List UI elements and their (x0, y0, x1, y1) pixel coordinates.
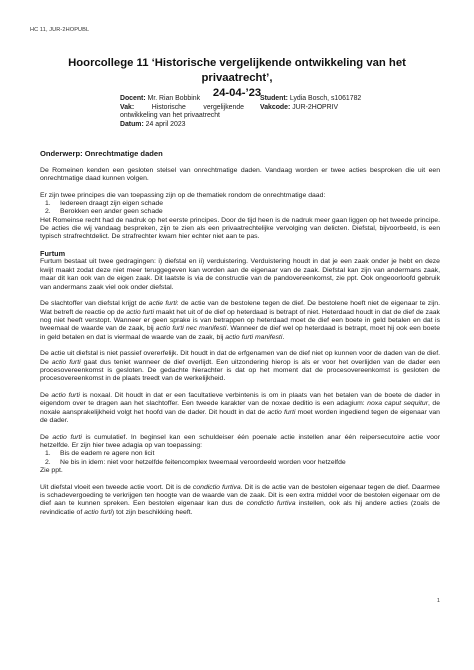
paragraph-condictio: Uit diefstal vloeit een tweede actie voort. Dit is de condictio furtiva. Dit is de actie van de bestolen eigenaar tegen de dief. Daarmee is schadevergoeding te verkrijgen ten hoogte van de waarde van de zaak. Dit is een extra middel voor de bestolen eigenaar om de dief aan te kunnen spreken. Een bestolen eigenaar kan dus de condictio furtiva instellen, ook als hij andere acties (zoals de revindicatie of actio furti) tot zijn beschikking heeft. (40, 483, 440, 516)
list-text: Ne bis in idem: niet voor hetzelfde feitencomplex tweemaal veroordeeld worden voor hetzelfde (60, 458, 346, 466)
list-item (40, 459, 440, 467)
paragraph-intro: De Romeinen kenden een gesloten stelsel van onrechtmatige daden. Vandaag worden er twee acties besproken die uit een onrechtmatige daad kunnen volgen. (40, 166, 440, 183)
section-heading-furtum: Furtum (40, 249, 66, 259)
paragraph-roman-law: Het Romeinse recht had de nadruk op het eerste principes. Door de tijd heen is de nadruk meer gaan liggen op het tweede principe. De acties die wij vandaag bespreken, zijn te zien als een privaatrechtelijke vervolging van delicten. Diefstal, bijvoorbeeld, is een typisch strafrechtdelict. De strafrechter kwam hier echter niet aan te pas. (40, 216, 440, 241)
meta-vak (120, 104, 244, 121)
docent-label: Docent: (120, 95, 146, 102)
meta-student (260, 95, 390, 104)
vakcode-label: Vakcode: (260, 103, 291, 111)
datum-label: Datum: (120, 120, 144, 128)
vak-value: Historische vergelijkende ontwikkeling van het privaatrecht (120, 103, 244, 120)
paragraph-cumulatief: De actio furti is cumulatief. In beginsel kan een schuldeiser één poenale actie instellen anar één reipersecutoire actie voor hetzelfde. Er zijn hier twee adagia op van toepassing: (40, 433, 440, 450)
list-number: 1. (45, 450, 51, 458)
list-item (40, 450, 440, 458)
meta-right-column (260, 95, 390, 112)
principles-list (40, 200, 440, 217)
paragraph-zie-ppt: Zie ppt. (40, 467, 63, 475)
paragraph-principles: Er zijn twee principes die van toepassing zijn op de thematiek rondom de onrechtmatige daad: (40, 191, 326, 199)
list-number: 2. (45, 208, 51, 216)
list-text: Bis de eadem re agere non licit (60, 450, 155, 458)
meta-vakcode (260, 104, 390, 113)
list-number: 2. (45, 458, 51, 466)
document-body (40, 150, 440, 525)
paragraph-actio-furti: De slachtoffer van diefstal krijgt de actie furti: de actie van de bestolene tegen de dief. De bestolene hoeft niet de eigenaar te zijn. Wat betreft de reactie op de actio furti maakt het uit of de dief op heterdaad is betrapt of niet. Heterdaad houdt in dat de dief de zaak nog niet heeft verstopt. Wanneer er geen sprake is van betrappen op heterdaad moet de dief een boete in geld betalen en dat is tweemaal de waarde van de zaak, bij actio furti nec manifesti. Wanneer de dief wel op heterdaad is betrapt, moet hij ook een boete in geld betalen en dat is viermaal de waarde van de zaak, bij actio furti manifesti. (40, 300, 440, 341)
section-heading-onderwerp: Onderwerp: Onrechtmatige daden (40, 149, 163, 158)
list-item (40, 200, 440, 208)
meta-datum (120, 121, 244, 130)
list-text: Iedereen draagt zijn eigen schade (60, 200, 164, 208)
title-line-1: Hoorcollege 11 ‘Historische vergelijkende ontwikkeling van het privaatrecht’, (68, 57, 406, 84)
paragraph-noxaal: De actio furti is noxaal. Dit houdt in dat er een facultatieve verbintenis is om in plaats van het betalen van de boete de dader in eigendom over te dragen aan het slachtoffer. Een tweede karakter van de noxae deditio is een adagium: noxa caput sequitur, de noxale aansprakelijkheid volgt het hoofd van de dader. Dit houdt in dat de actio furti moet worden ingediend tegen de eigenaar van de dader. (40, 391, 441, 424)
paragraph-furtum: Furtum bestaat uit twee gedragingen: i) diefstal en ii) verduistering. Verduistering houdt in dat je een zaak onder je hebt en deze kwijt maakt zodat deze niet meer teruggegeven kan worden aan de eigenaar van de zaak. Diefstal kan zijn van andermans zaak, maar dit kan ook van de eigen zaak. Dit laatste is via de constructie van de pandovereenkomst, zie ppt. Ook ongeoorloofd gebruik van andermans zaak viel ook onder diefstal. (40, 258, 440, 291)
student-label: Student: (260, 95, 288, 102)
page-number: 1 (436, 598, 440, 604)
list-number: 1. (45, 200, 51, 208)
meta-left-column (120, 95, 244, 129)
datum-value: 24 april 2023 (145, 120, 186, 128)
running-header: HC 11, JUR-2HOPUBL (30, 27, 90, 33)
vakcode-value: JUR-2HOPRIV (292, 103, 339, 111)
adagia-list (40, 450, 440, 467)
docent-value: Mr. Rian Bobbink (147, 95, 201, 102)
student-value: Lydia Bosch, s1061782 (289, 95, 362, 102)
list-item (40, 208, 440, 216)
list-text: Berokken een ander geen schade (60, 208, 163, 216)
vak-label: Vak: (120, 103, 135, 111)
title-line-2: 24-04-’23 (212, 87, 262, 99)
meta-docent (120, 95, 244, 104)
paragraph-overerfelijk: De actie uit diefstal is niet passief overerfelijk. Dit houdt in dat de erfgenamen van de dief niet op kunnen voor de daden van de dief. De actio furti gaat dus teniet wanneer de dief overlijdt. Een uitzondering hierop is als er voor het overlijden van de dader een procesovereenkomst is gesloten. De gedachte hierachter is dat op het moment dat de procesovereenkomst is gesloten de procesovereenkomst in de plaats treedt van de werkelijkheid. (40, 350, 440, 383)
